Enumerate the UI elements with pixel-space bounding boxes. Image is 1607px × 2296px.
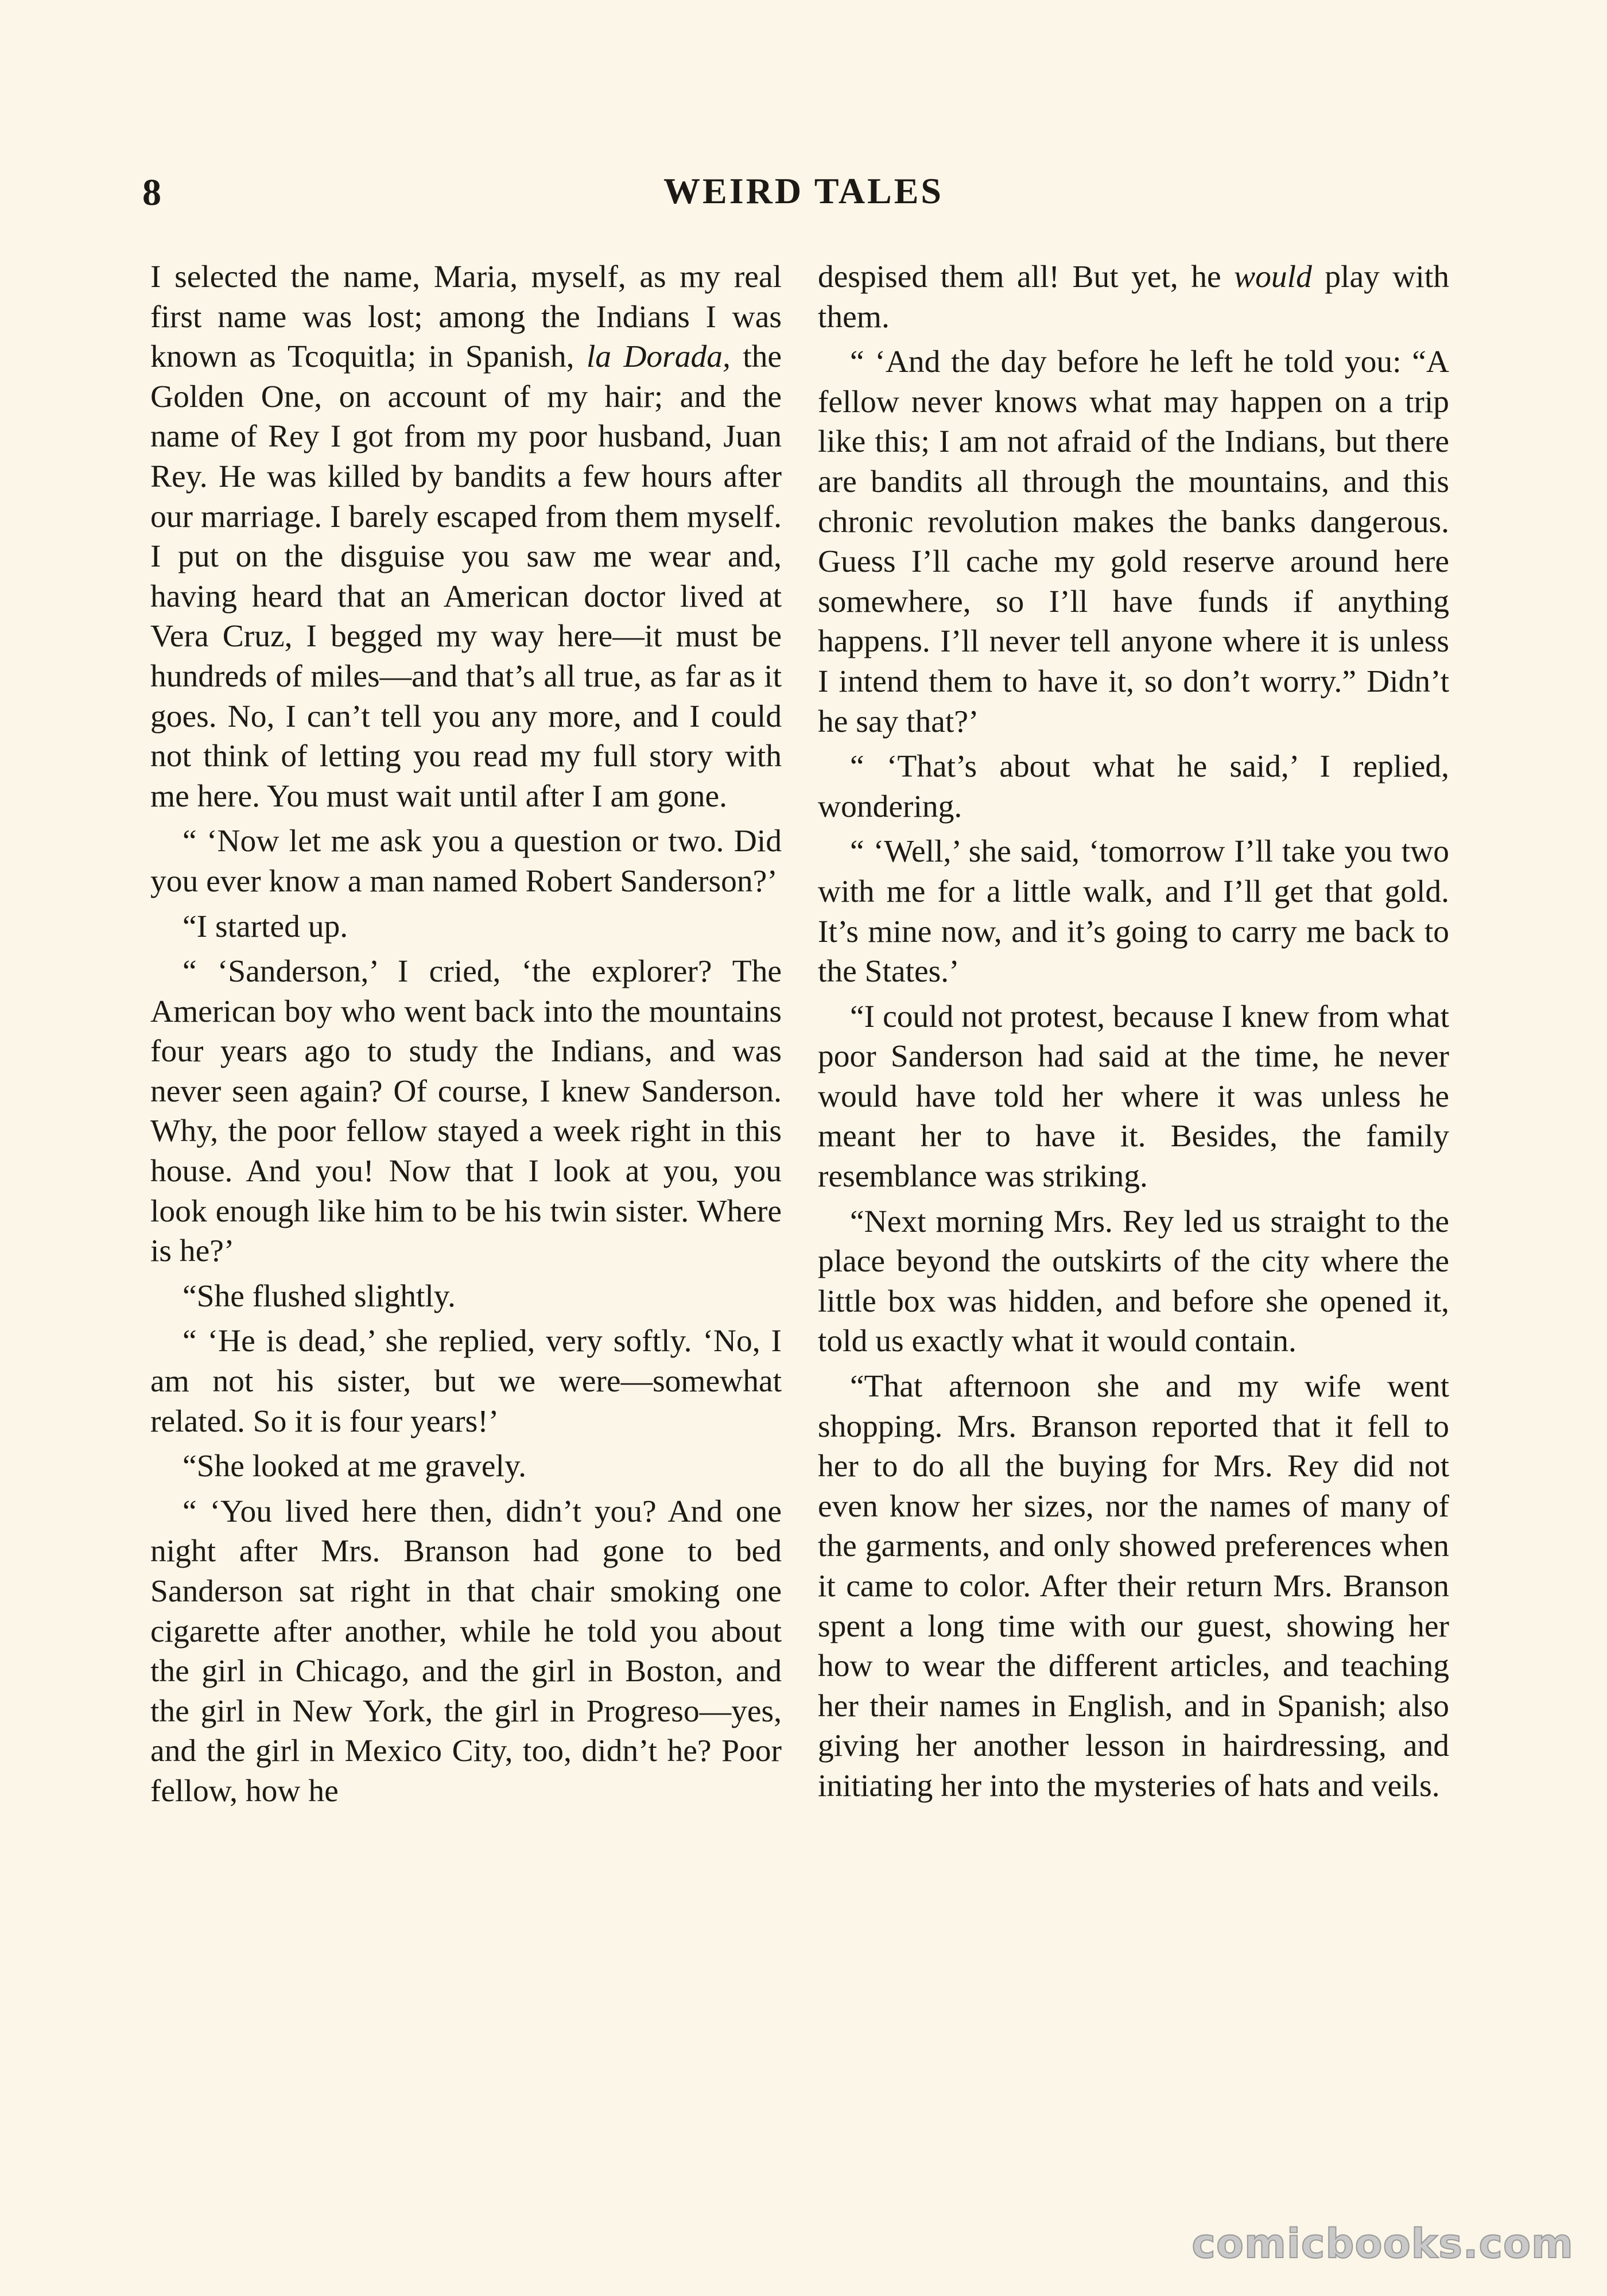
paragraph: “I started up. <box>183 909 348 944</box>
paragraph: “That afternoon she and my wife went shopping. Mrs. Branson reported that it fell to her to do all the buying for Mrs. Rey did not even know her sizes, nor the names of many of the garments, and only showed preferences when it came to color. After their return Mrs. Branson spent a long time with our guest, showing her how to wear the different articles, and teaching her their names in English, and in Spanish; also giving her another lesson in hairdressing, and initiating her into the mysteries of hats and veils. <box>818 1369 1449 1804</box>
paragraph: “ ‘He is dead,’ she replied, very softly. ‘No, I am not his sister, but we were—somewhat related. So it is four years!’ <box>150 1324 782 1439</box>
paragraph: “ ‘Well,’ she said, ‘tomorrow I’ll take you two with me for a little walk, and I’ll get that gold. It’s mine now, and it’s going to carry me back to the States.’ <box>818 834 1449 990</box>
paragraph: “ ‘That’s about what he said,’ I replied, wondering. <box>818 749 1449 824</box>
paragraph: “Next morning Mrs. Rey led us straight to the place beyond the outskirts of the city where the little box was hidden, and before she opened it, told us exactly what it would contain. <box>818 1204 1449 1359</box>
page-number: 8 <box>142 172 161 214</box>
paragraph: “ ‘You lived here then, didn’t you? And one night after Mrs. Branson had gone to bed Sanderson sat right in that chair smoking one cigarette after another, while he told you about the girl in Chicago, and the girl in Boston, and the girl in New York, the girl in Progreso—yes, and the girl in Mexico City, too, didn’t he? Poor fellow, how he <box>150 1494 782 1809</box>
running-title: WEIRD TALES <box>663 170 944 211</box>
paragraph: despised them all! But yet, he would play with them. <box>818 259 1449 335</box>
paragraph: I selected the name, Maria, myself, as my real first name was lost; among the Indians I was known as Tcoquitla; in Spanish, la Dorada, the Golden One, on account of my hair; and the name of Rey I got from my poor husband, Juan Rey. He was killed by bandits a few hours after our marriage. I barely escaped from them myself. I put on the disguise you saw me wear and, having heard that an American doctor lived at Vera Cruz, I begged my way here—it must be hundreds of miles—and that’s all true, as far as it goes. No, I can’t tell you any more, and I could not think of letting you read my full story with me here. You must wait until after I am gone. <box>150 259 782 814</box>
site-watermark: comicbooks.com <box>1191 2220 1574 2267</box>
paragraph: “ ‘Now let me ask you a question or two. Did you ever know a man named Robert Sanderson?’ <box>150 824 782 899</box>
left-column <box>150 257 782 1817</box>
right-column <box>818 257 1449 1812</box>
paragraph: “She flushed slightly. <box>183 1278 456 1314</box>
paragraph: “I could not protest, because I knew from what poor Sanderson had said at the time, he never would have told her where it was unless he meant her to have it. Besides, the family resemblance was striking. <box>818 999 1449 1194</box>
paragraph: “ ‘And the day before he left he told you: “A fellow never knows what may happen on a trip like this; I am not afraid of the Indians, but there are bandits all through the mountains, and this chronic revolution makes the banks dangerous. Guess I’ll cache my gold reserve around here somewhere, so I’ll have funds if anything happens. I’ll never tell anyone where it is unless I intend them to have it, so don’t worry.” Didn’t he say that?’ <box>818 344 1449 739</box>
paragraph: “ ‘Sanderson,’ I cried, ‘the explorer? The American boy who went back into the mountains four years ago to study the Indians, and was never seen again? Of course, I knew Sanderson. Why, the poor fellow stayed a week right in this house. And you! Now that I look at you, you look enough like him to be his twin sister. Where is he?’ <box>150 954 782 1269</box>
paragraph: “She looked at me gravely. <box>183 1449 526 1484</box>
